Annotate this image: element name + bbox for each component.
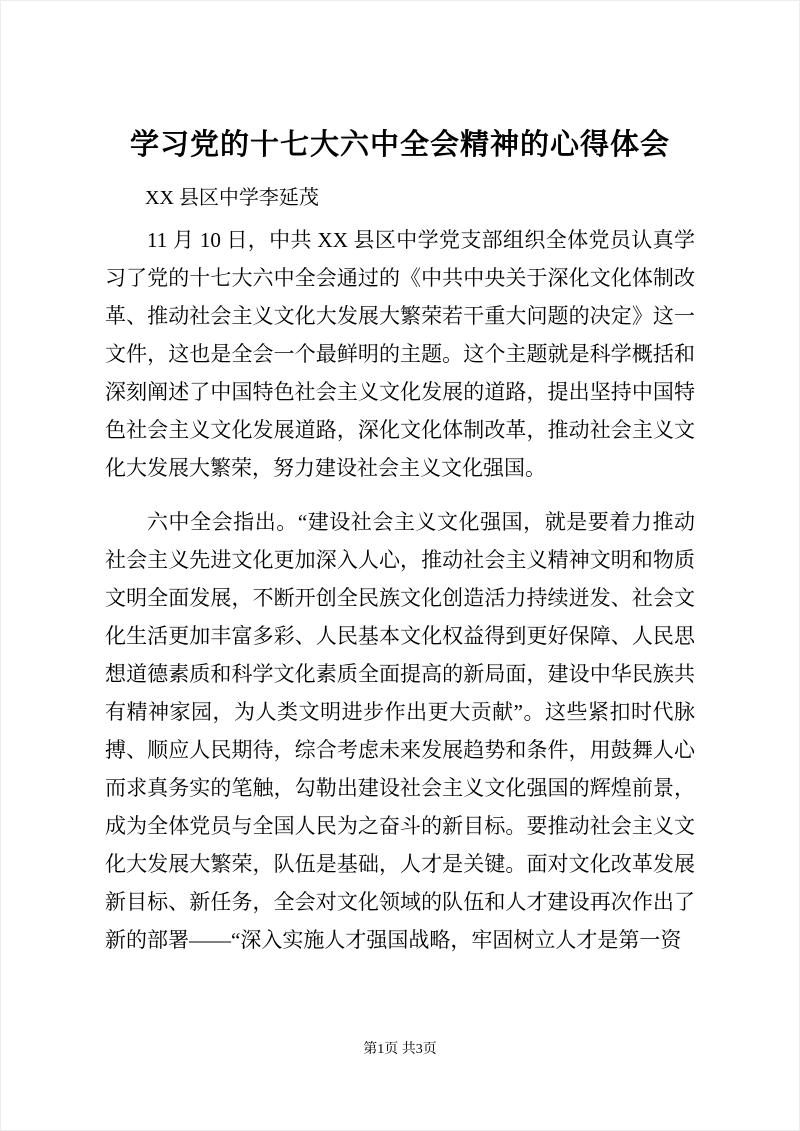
document-byline: XX 县区中学李延茂 xyxy=(145,186,319,209)
page-number-footer: 第1页 共3页 xyxy=(363,1042,437,1057)
paragraph-2: 六中全会指出。“建设社会主义文化强国，就是要着力推动社会主义先进文化更加深入人心，推动社会主义精神文明和物质文明全面发展，不断开创全民族文化创造活力持续迸发、社会文化生活更加丰富多彩、人民基本文化权益得到更好保障、人民思想道德素质和科学文化素质全面提高的新局面，建设中华民族共有精神家园，为人类文明进步作出更大贡献”。这些紧扣时代脉搏、顺应人民期待，综合考虑未来发展趋势和条件，用鼓舞人心而求真务实的笔触，勾勒出建设社会主义文化强国的辉煌前景，成为全体党员与全国人民为之奋斗的新目标。要推动社会主义文化大发展大繁荣，队伍是基础，人才是关键。面对文化改革发展新目标、新任务，全会对文化领域的队伍和人才建设再次作出了新的部署——“深入实施人才强国战略，牢固树立人才是第一资 xyxy=(105,509,695,952)
document-title: 学习党的十七大六中全会精神的心得体会 xyxy=(129,129,670,161)
paragraph-1: 11 月 10 日，中共 XX 县区中学党支部组织全体党员认真学习了党的十七大六中全会通过的《中共中央关于深化文化体制改革、推动社会主义文化大发展大繁荣若干重大问题的决定》这一文件，这也是全会一个最鲜明的主题。这个主题就是科学概括和深刻阐述了中国特色社会主义文化发展的道路，提出坚持中国特色社会主义文化发展道路，深化文化体制改革，推动社会主义文化大发展大繁荣，努力建设社会主义文化强国。 xyxy=(105,227,695,480)
